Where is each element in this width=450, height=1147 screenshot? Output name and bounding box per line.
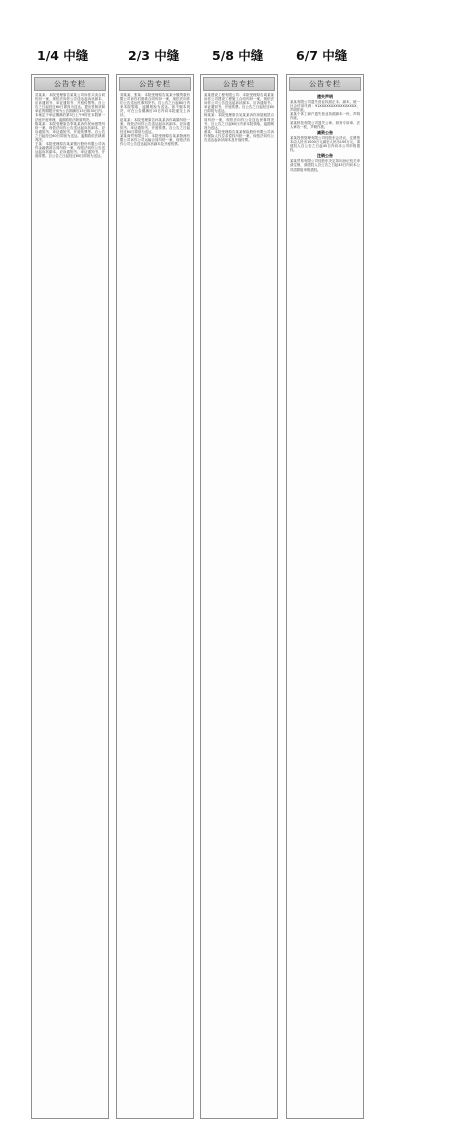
- size-label-six-sevenths: 6/7 中缝: [296, 48, 348, 63]
- notice-paragraph: 陈某某：本院受理原告李某某诉你民间借贷纠纷一案，现依法向你公告送达起诉状副本、应诉通知书、举证通知书、开庭传票等。自公告之日起经过60日即视为送达。逾期将依法缺席判决。: [35, 121, 105, 143]
- notice-paragraph: 某某贸易有限公司经股东决定拟向登记机关申请注销，请债权人自公告之日起45日内向本公司清算组申报债权。: [290, 159, 360, 172]
- notice-column-five-eighths: [200, 74, 278, 1119]
- column-body: [290, 93, 360, 1115]
- notice-column-quarter: [31, 74, 109, 1119]
- notice-paragraph: 黄某：本院受理原告某某保险股份有限公司诉你保险人代位求偿权纠纷一案，现依法向你公告送达起诉状副本及开庭传票。: [204, 129, 274, 143]
- column-header: 公告专栏: [289, 77, 361, 91]
- notice-paragraph: 某某个体工商户遗失营业执照副本一份，声明作废。: [290, 112, 360, 121]
- notice-paragraph: 某某投资管理有限公司经股东会决议，注册资本由人民币1000万元减至人民币100万元。请债权人自公告之日起45日内向本公司申报债权。: [290, 135, 360, 153]
- size-label-two-thirds: 2/3 中缝: [128, 48, 180, 63]
- size-label-quarter: 1/4 中缝: [37, 48, 89, 63]
- section-title: 减资公告: [317, 129, 333, 135]
- notice-paragraph: 武某某：本院受理原告某某公司诉你买卖合同纠纷一案，现依法向你公告送达起诉状副本、应诉通知书、举证通知书、开庭传票等。自公告之日起经过60日即视为送达。提出答辩状和举证的期限分别为公告期满后15日和30日内。本案定于举证期满后第3日上午9时在本院第一法庭开庭审理，逾期将依法缺席判决。: [35, 93, 105, 122]
- column-header: 公告专栏: [34, 77, 106, 91]
- column-header: 公告专栏: [119, 77, 191, 91]
- notice-column-six-sevenths: [286, 74, 364, 1119]
- size-label-five-eighths: 5/8 中缝: [212, 48, 264, 63]
- notice-paragraph: 赵某某：本院受理原告孙某某诉你离婚纠纷一案，现依法向你公告送达起诉状副本、应诉通知书、举证通知书、开庭传票。自公告之日起经过60日即视为送达。: [120, 117, 190, 134]
- notice-column-two-thirds: [116, 74, 194, 1119]
- notice-paragraph: 某某科技有限公司遗失公章、财务专用章、法人章各一枚，声明作废。: [290, 120, 360, 129]
- column-body: [204, 93, 274, 1115]
- column-header: 公告专栏: [203, 77, 275, 91]
- notice-paragraph: 刘某某、张某：本院受理原告某某小额贷款有限公司诉你们借款合同纠纷一案，现依法向你们公告送达民事判决书。自公告之日起60日内来本院领取，逾期则视为送达。如不服本判决，可在公告期满后15日内向本院递交上诉状。: [120, 93, 190, 118]
- notice-paragraph: 某某有限公司遗失营业执照正本、副本，统一社会信用代码：91XXXXXXXXXXXXXXXX，声明作废。: [290, 100, 360, 113]
- column-body: [120, 93, 190, 1115]
- notice-paragraph: 某某建设工程有限公司：本院受理原告周某某诉你公司建设工程施工合同纠纷一案，现依法向你公司公告送达起诉状副本、应诉通知书、举证通知书、开庭传票。自公告之日起经过60日即视为送达。: [204, 93, 274, 114]
- column-body: [35, 93, 105, 1115]
- notice-paragraph: 杨某某：本院受理原告吴某某诉你房屋租赁合同纠纷一案，现依法向你公告送达民事判决书，自公告之日起60日内来本院领取，逾期则视为送达。: [204, 113, 274, 130]
- section-title: 注销公告: [317, 153, 333, 159]
- notice-paragraph: 某某商贸有限公司：本院受理原告某某物流有限公司诉你公司运输合同纠纷一案，现依法向你公司公告送达起诉状副本及开庭传票。: [120, 133, 190, 147]
- section-title: 遗失声明: [317, 94, 333, 99]
- notice-paragraph: 王某：本院受理原告某某银行股份有限公司诉你金融借款合同纠纷一案，现依法向你公告送达起诉状副本、应诉通知书、举证通知书、开庭传票。自公告之日起经过60日即视为送达。: [35, 142, 105, 159]
